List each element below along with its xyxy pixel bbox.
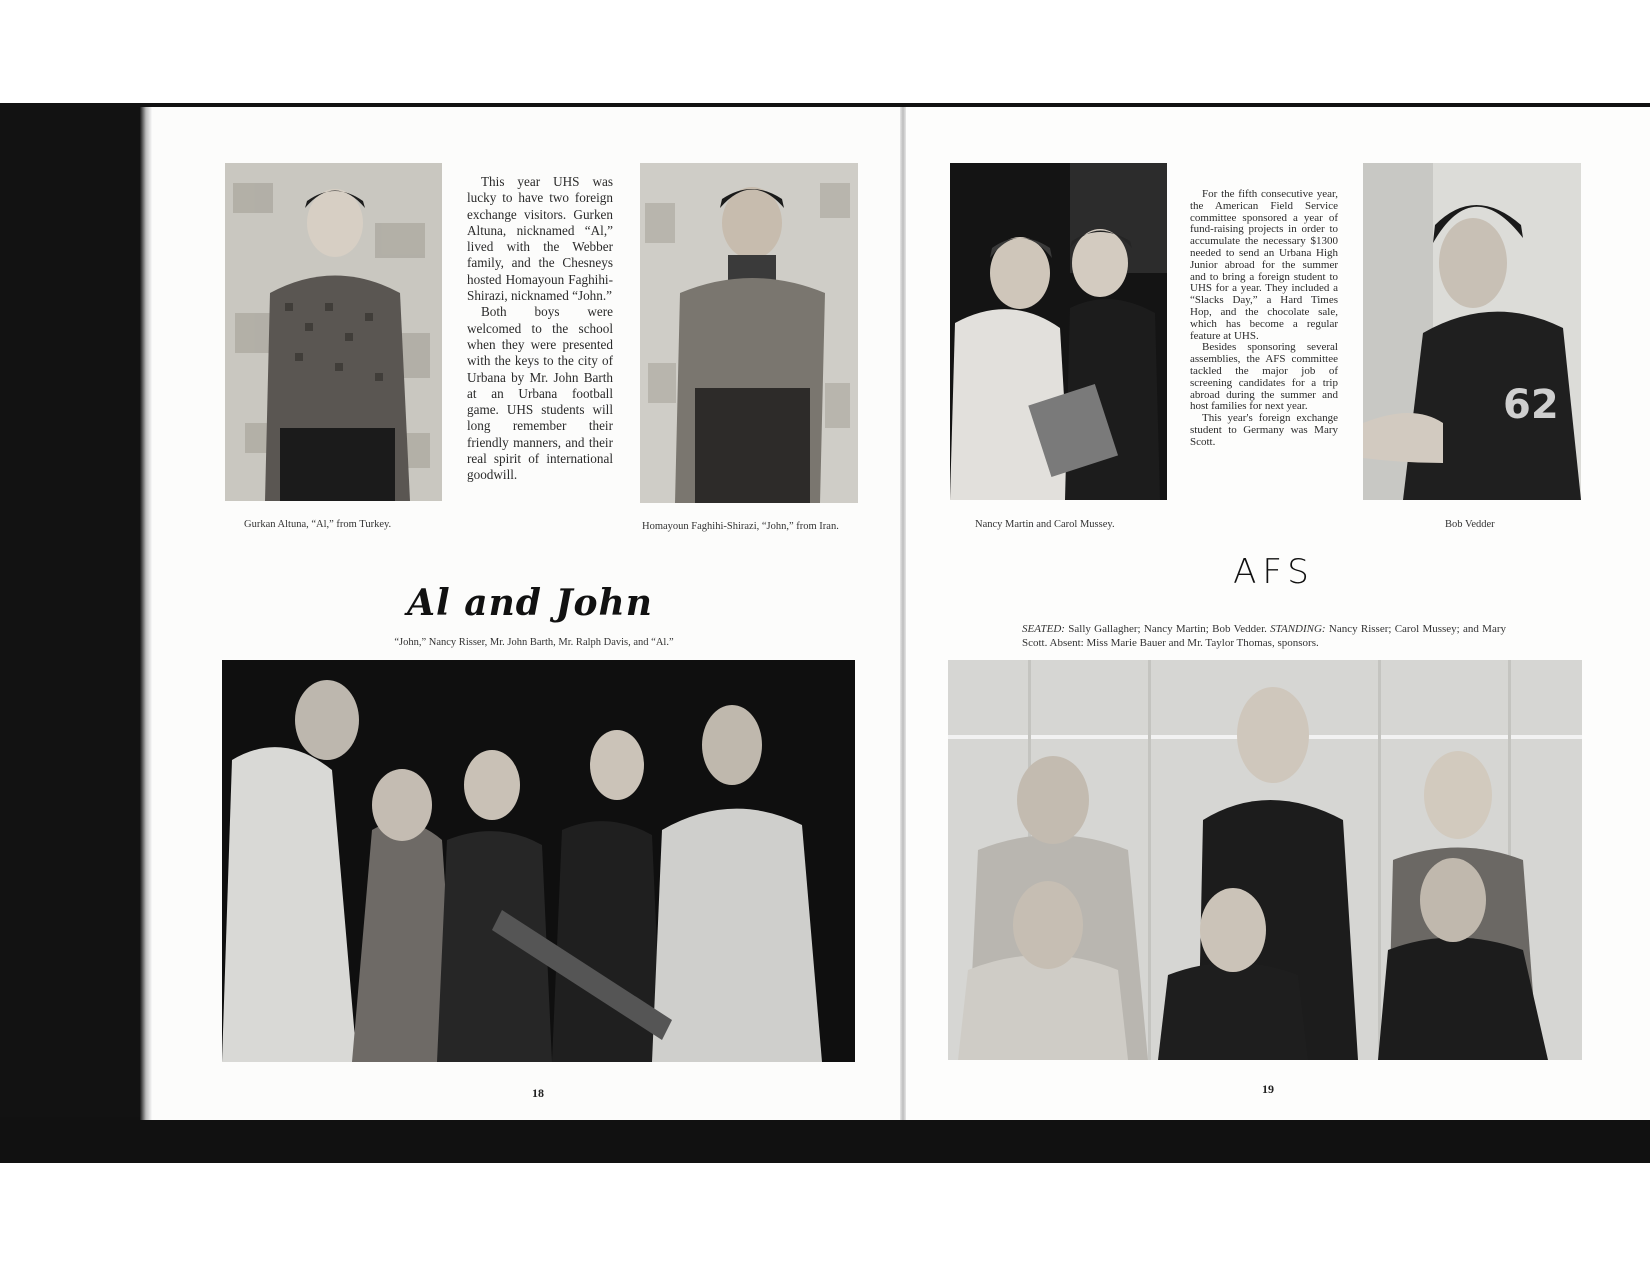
story-paragraph: This year UHS was lucky to have two foreign exchange visitors. Gurken Altuna, nicknamed “Al,” lived with the Webber family, and the Chesneys hosted Homayoun Faghihi-Shirazi, nicknamed “John.” [467, 174, 613, 304]
john-photo-caption: Homayoun Faghihi-Shirazi, “John,” from Iran. [642, 521, 839, 532]
page-number: 18 [532, 1086, 544, 1100]
photo-al-portrait [225, 163, 442, 501]
scan-border-bottom [0, 1117, 1650, 1163]
photo-nancy-carol [950, 163, 1167, 500]
afs-roster-caption [1022, 622, 1506, 650]
book-gutter [900, 107, 906, 1120]
story-paragraph: Both boys were welcomed to the school when they were presented with the keys to the city of Urbana by Mr. John Barth at an Urbana football game. UHS students will long remember their friendly manners, and their real spirit of international goodwill. [467, 304, 613, 483]
page-title: Al and John [407, 582, 653, 624]
page-number: 19 [1262, 1082, 1274, 1096]
al-john-story [467, 174, 613, 484]
group-photo-caption: “John,” Nancy Risser, Mr. John Barth, Mr. Ralph Davis, and “Al.” [394, 637, 674, 648]
story-paragraph: Besides sponsoring several assemblies, the AFS committee tackled the major job of screening candidates for a trip abroad during the summer and host families for next year. [1190, 341, 1338, 413]
svg-text:62: 62 [1503, 382, 1559, 428]
bob-vedder-caption: Bob Vedder [1445, 519, 1495, 530]
standing-label: STANDING: [1270, 623, 1326, 635]
photo-bob-vedder [1363, 163, 1581, 500]
photo-key-to-city-group [222, 660, 855, 1062]
story-paragraph: This year's foreign exchange student to Germany was Mary Scott. [1190, 412, 1338, 448]
seated-label: SEATED: [1022, 623, 1065, 635]
nancy-carol-caption: Nancy Martin and Carol Mussey. [975, 519, 1115, 530]
photo-afs-committee-group [948, 660, 1582, 1060]
afs-story [1190, 189, 1338, 449]
scan-border-left [0, 103, 150, 1163]
al-photo-caption: Gurkan Altuna, “Al,” from Turkey. [244, 519, 392, 530]
page-curl [140, 107, 152, 1120]
page-title: AFS [1233, 552, 1315, 592]
photo-john-portrait [640, 163, 858, 503]
standing-names: Nancy Risser; Carol Mussey; and Mary Scott. Absent: Miss Marie Bauer and Mr. Taylor Thomas, sponsors. [1022, 623, 1507, 649]
seated-names: Sally Gallagher; Nancy Martin; Bob Vedder. [1064, 623, 1271, 635]
story-paragraph: For the fifth consecutive year, the American Field Service committee sponsored a year of fund-raising projects in order to accumulate the necessary $1300 needed to send an Urbana High Junior abroad for the summer and to bring a foreign student to UHS for a year. They included a “Slacks Day,” a Hard Times Hop, and the chocolate sale, which has become a regular feature at UHS. [1190, 188, 1338, 342]
